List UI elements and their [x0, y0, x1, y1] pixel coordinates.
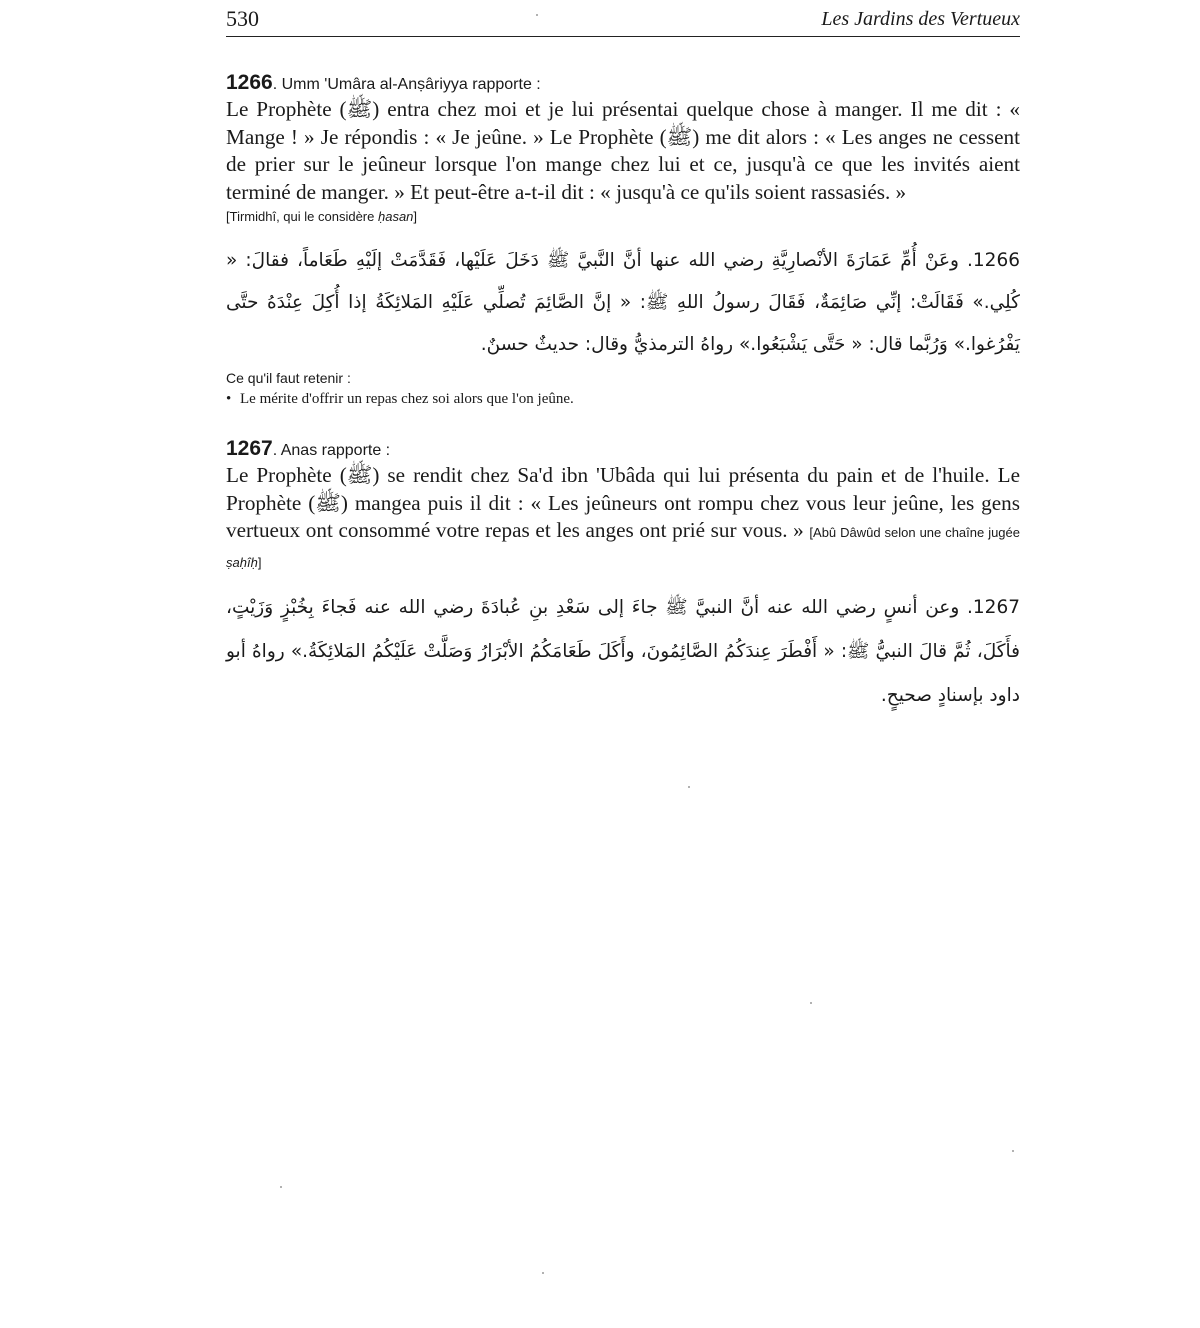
- hadith-heading: [226, 436, 1020, 462]
- scan-speck: [1012, 1150, 1014, 1152]
- running-title: Les Jardins des Vertueux: [821, 8, 1020, 30]
- hadith-1267: [226, 436, 1020, 718]
- source-grade: ṣaḥîḥ: [226, 554, 258, 570]
- source-prefix: [Tirmidhî, qui le considère: [226, 209, 378, 225]
- page-number: 530: [226, 6, 259, 31]
- hadith-source: [226, 206, 1020, 228]
- hadith-french-body: Le Prophète (ﷺ) se rendit chez Sa'd ibn 'Ubâda qui lui présenta du pain et de l'huile. Le Prophète (ﷺ) mangea puis il dit : « Les jeûneurs ont rompu chez vous leur jeûne, les gens vertueux ont consommé votre repas et les anges ont prié sur vous. »: [226, 463, 1020, 543]
- source-grade: ḥasan: [377, 209, 414, 225]
- page-header: [226, 4, 1020, 37]
- hadith-french-text: [226, 462, 1020, 576]
- retenir-item-text: Le mérite d'offrir un repas chez soi alors que l'on jeûne.: [240, 391, 574, 408]
- scan-speck: [280, 1186, 282, 1188]
- source-suffix: ]: [413, 209, 418, 225]
- hadith-1266: [226, 70, 1020, 410]
- hadith-narrator: . Umm 'Umâra al-Anṣâriyya rapporte :: [272, 76, 541, 93]
- source-prefix: [Abû Dâwûd selon une chaîne jugée: [809, 525, 1020, 541]
- hadith-number: 1267: [226, 437, 273, 460]
- book-page: [226, 0, 1020, 1328]
- scan-speck: [810, 1002, 812, 1004]
- hadith-french-text: Le Prophète (ﷺ) entra chez moi et je lui présentai quelque chose à manger. Il me dit : « Mange ! » Je répondis : « Je jeûne. » Le Prophète (ﷺ) me dit alors : « Les anges ne cessent de prier sur le jeûneur lorsque l'on mange chez lui et ce, jusqu'à ce que les invités aient terminé de manger. » Et peut-être a-t-il dit : « jusqu'à ce qu'ils soient rassasiés. »: [226, 97, 1020, 204]
- scan-speck: [536, 14, 538, 16]
- scan-speck: [542, 1272, 544, 1274]
- hadith-narrator: . Anas rapporte :: [272, 442, 391, 459]
- scan-speck: [688, 786, 690, 788]
- source-suffix: ]: [257, 554, 262, 570]
- hadith-arabic-text: 1267. وعن أنسٍ رضي الله عنه أنَّ النبيَّ ﷺ جاءَ إلى سَعْدِ بنِ عُبادَةَ رضي الله عنه فَجاءَ بِخُبْزٍ وَزَيْتٍ، فأَكَلَ، ثُمَّ قالَ النبيُّ ﷺ: « أَفْطَرَ عِندَكُمُ الصَّائِمُونَ، وأَكَلَ طَعَامَكُمُ الأبْرَارُ وَصَلَّتْ عَلَيْكُمُ المَلائِكَةُ.» رواهُ أبو داود بإسنادٍ صحيحٍ.: [226, 597, 1020, 707]
- hadith-number: 1266: [226, 71, 273, 94]
- hadith-arabic-text: 1266. وعَنْ أُمِّ عَمَارَةَ الأنْصارِيَّةِ رضي الله عنها أنَّ النَّبيَّ ﷺ دَخَلَ عَلَيْها، فَقَدَّمَتْ إلَيْهِ طَعَاماً، فقالَ: « كُلِي.» فَقَالَتْ: إنِّي صَائِمَةٌ، فَقَالَ رسولُ اللهِ ﷺ: « إنَّ الصَّائِمَ تُصلِّي عَلَيْهِ المَلائِكَةُ إذا أُكِلَ عِنْدَهُ حتَّى يَفْرُغوا.» وَرُبَّما قال: « حَتَّى يَشْبَعُوا.» رواهُ الترمذيُّ وقال: حديثٌ حسنٌ.: [226, 250, 1020, 356]
- retenir-label: Ce qu'il faut retenir :: [226, 370, 351, 387]
- retenir-item: [226, 388, 1020, 410]
- hadith-heading: [226, 70, 1020, 96]
- bullet-icon: •: [226, 391, 232, 408]
